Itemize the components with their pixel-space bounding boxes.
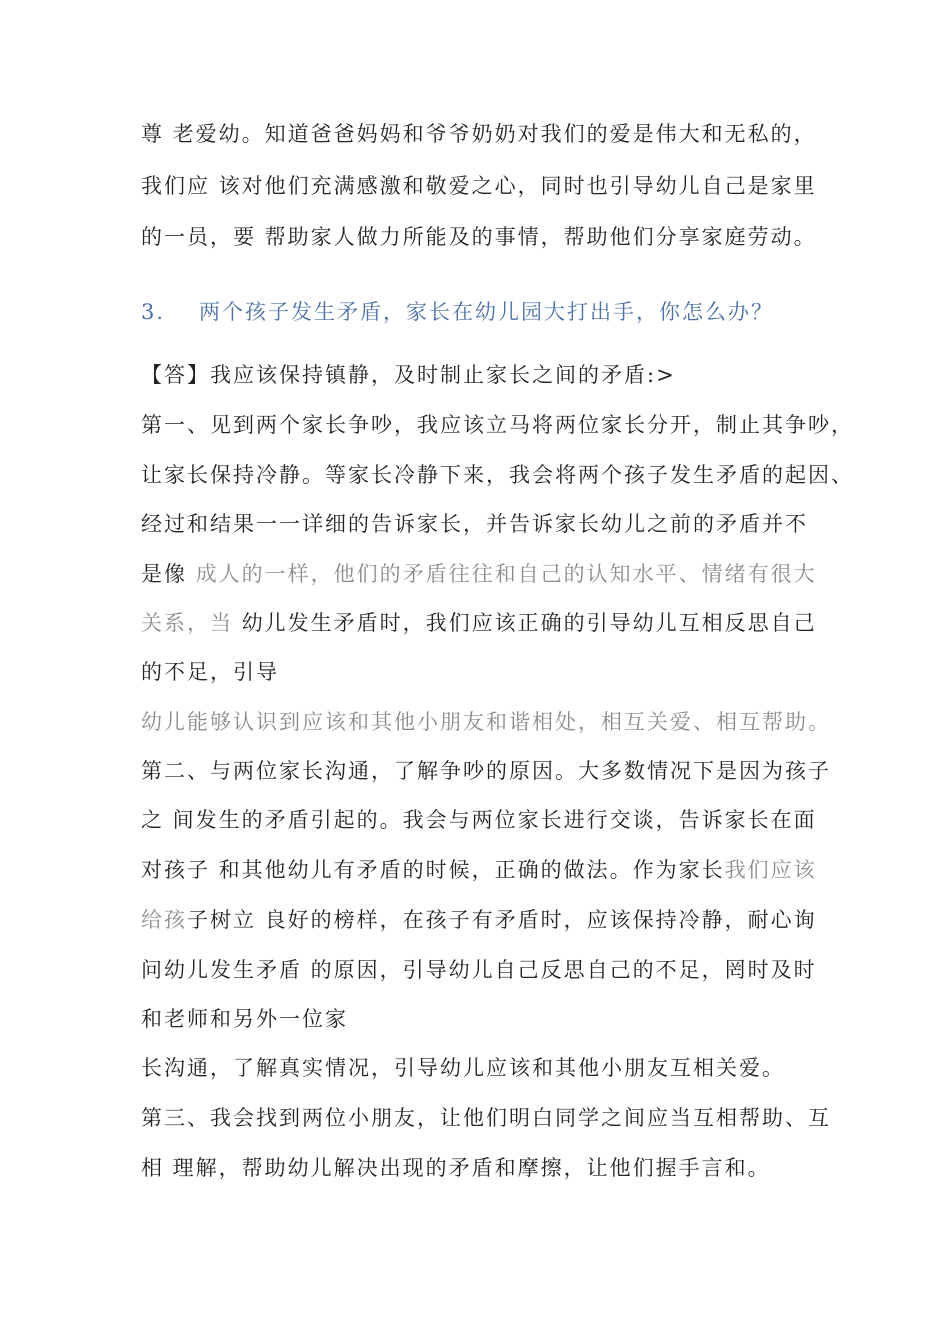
p2-line-2: 之 间发生的矛盾引起的。我会与两位家长进行交谈，告诉家长在面 [141,808,817,832]
p2-line-4-part-a: 给孩 [141,908,187,932]
p1-line-4-part-a: 是像 [141,562,196,586]
intro-line-2: 我们应 该对他们充满感激和敬爱之心，同时也引导幼儿自己是家里 [141,174,817,198]
answer-intro: 【答】我应该保持镇静，及时制止家长之间的矛盾:> [141,363,676,387]
p1-line-7: 幼儿能够认识到应该和其他小朋友和谐相处，相互关爱、相互帮助。 [141,710,831,734]
p1-line-6: 的不足，引导 [141,660,279,684]
p1-line-4 [141,561,817,587]
p2-line-3-part-a: 对孩子 和其他幼儿有矛盾的时候，正确的做法。作为家长 [141,858,725,882]
question-heading [141,299,774,325]
p2-line-4 [141,907,817,933]
p2-line-3-part-b: 我们应该 [724,858,817,882]
p1-line-1: 第一、见到两个家长争吵，我应该立马将两位家长分开，制止其争吵， [141,413,854,437]
p2-line-1: 第二、与两位家长沟通，了解争吵的原因。大多数情况下是因为孩子 [141,759,831,783]
p2-line-7: 长沟通，了解真实情况，引导幼儿应该和其他小朋友互相关爱。 [141,1056,785,1080]
p3-line-1: 第三、我会找到两位小朋友，让他们明白同学之间应当互相帮助、互 [141,1106,831,1130]
p2-line-6: 和老师和另外一位家 [141,1007,348,1031]
p1-line-3: 经过和结果一一详细的告诉家长，并告诉家长幼儿之前的矛盾并不 [141,512,808,536]
p2-line-3 [141,857,817,883]
question-text: 两个孩子发生矛盾，家长在幼儿园大打出手，你怎么办？ [199,300,774,324]
intro-line-1: 尊 老爱幼。知道爸爸妈妈和爷爷奶奶对我们的爱是伟大和无私的， [141,122,817,146]
p1-line-5 [141,610,817,636]
p1-line-5-part-a: 关系，当 [141,611,242,635]
p2-line-4-part-b: 子树立 良好的榜样，在孩子有矛盾时，应该保持冷静，耐心询 [187,908,817,932]
p1-line-4-part-b: 成人的一样，他们的矛盾往往和自己的认知水平、情绪有很大 [195,562,817,586]
intro-line-3: 的一员，要 帮助家人做力所能及的事情，帮助他们分享家庭劳动。 [141,225,817,249]
p1-line-2: 让家长保持冷静。等家长冷静下来，我会将两个孩子发生矛盾的起因、 [141,463,854,487]
p3-line-2: 相 理解，帮助幼儿解决出现的矛盾和摩擦，让他们握手言和。 [141,1156,771,1180]
question-number: 3. [141,300,166,324]
p1-line-5-part-b: 幼儿发生矛盾时，我们应该正确的引导幼儿互相反思自己 [241,611,817,635]
p2-line-5: 问幼儿发生矛盾 的原因，引导幼儿自己反思自己的不足，罔时及时 [141,958,817,982]
